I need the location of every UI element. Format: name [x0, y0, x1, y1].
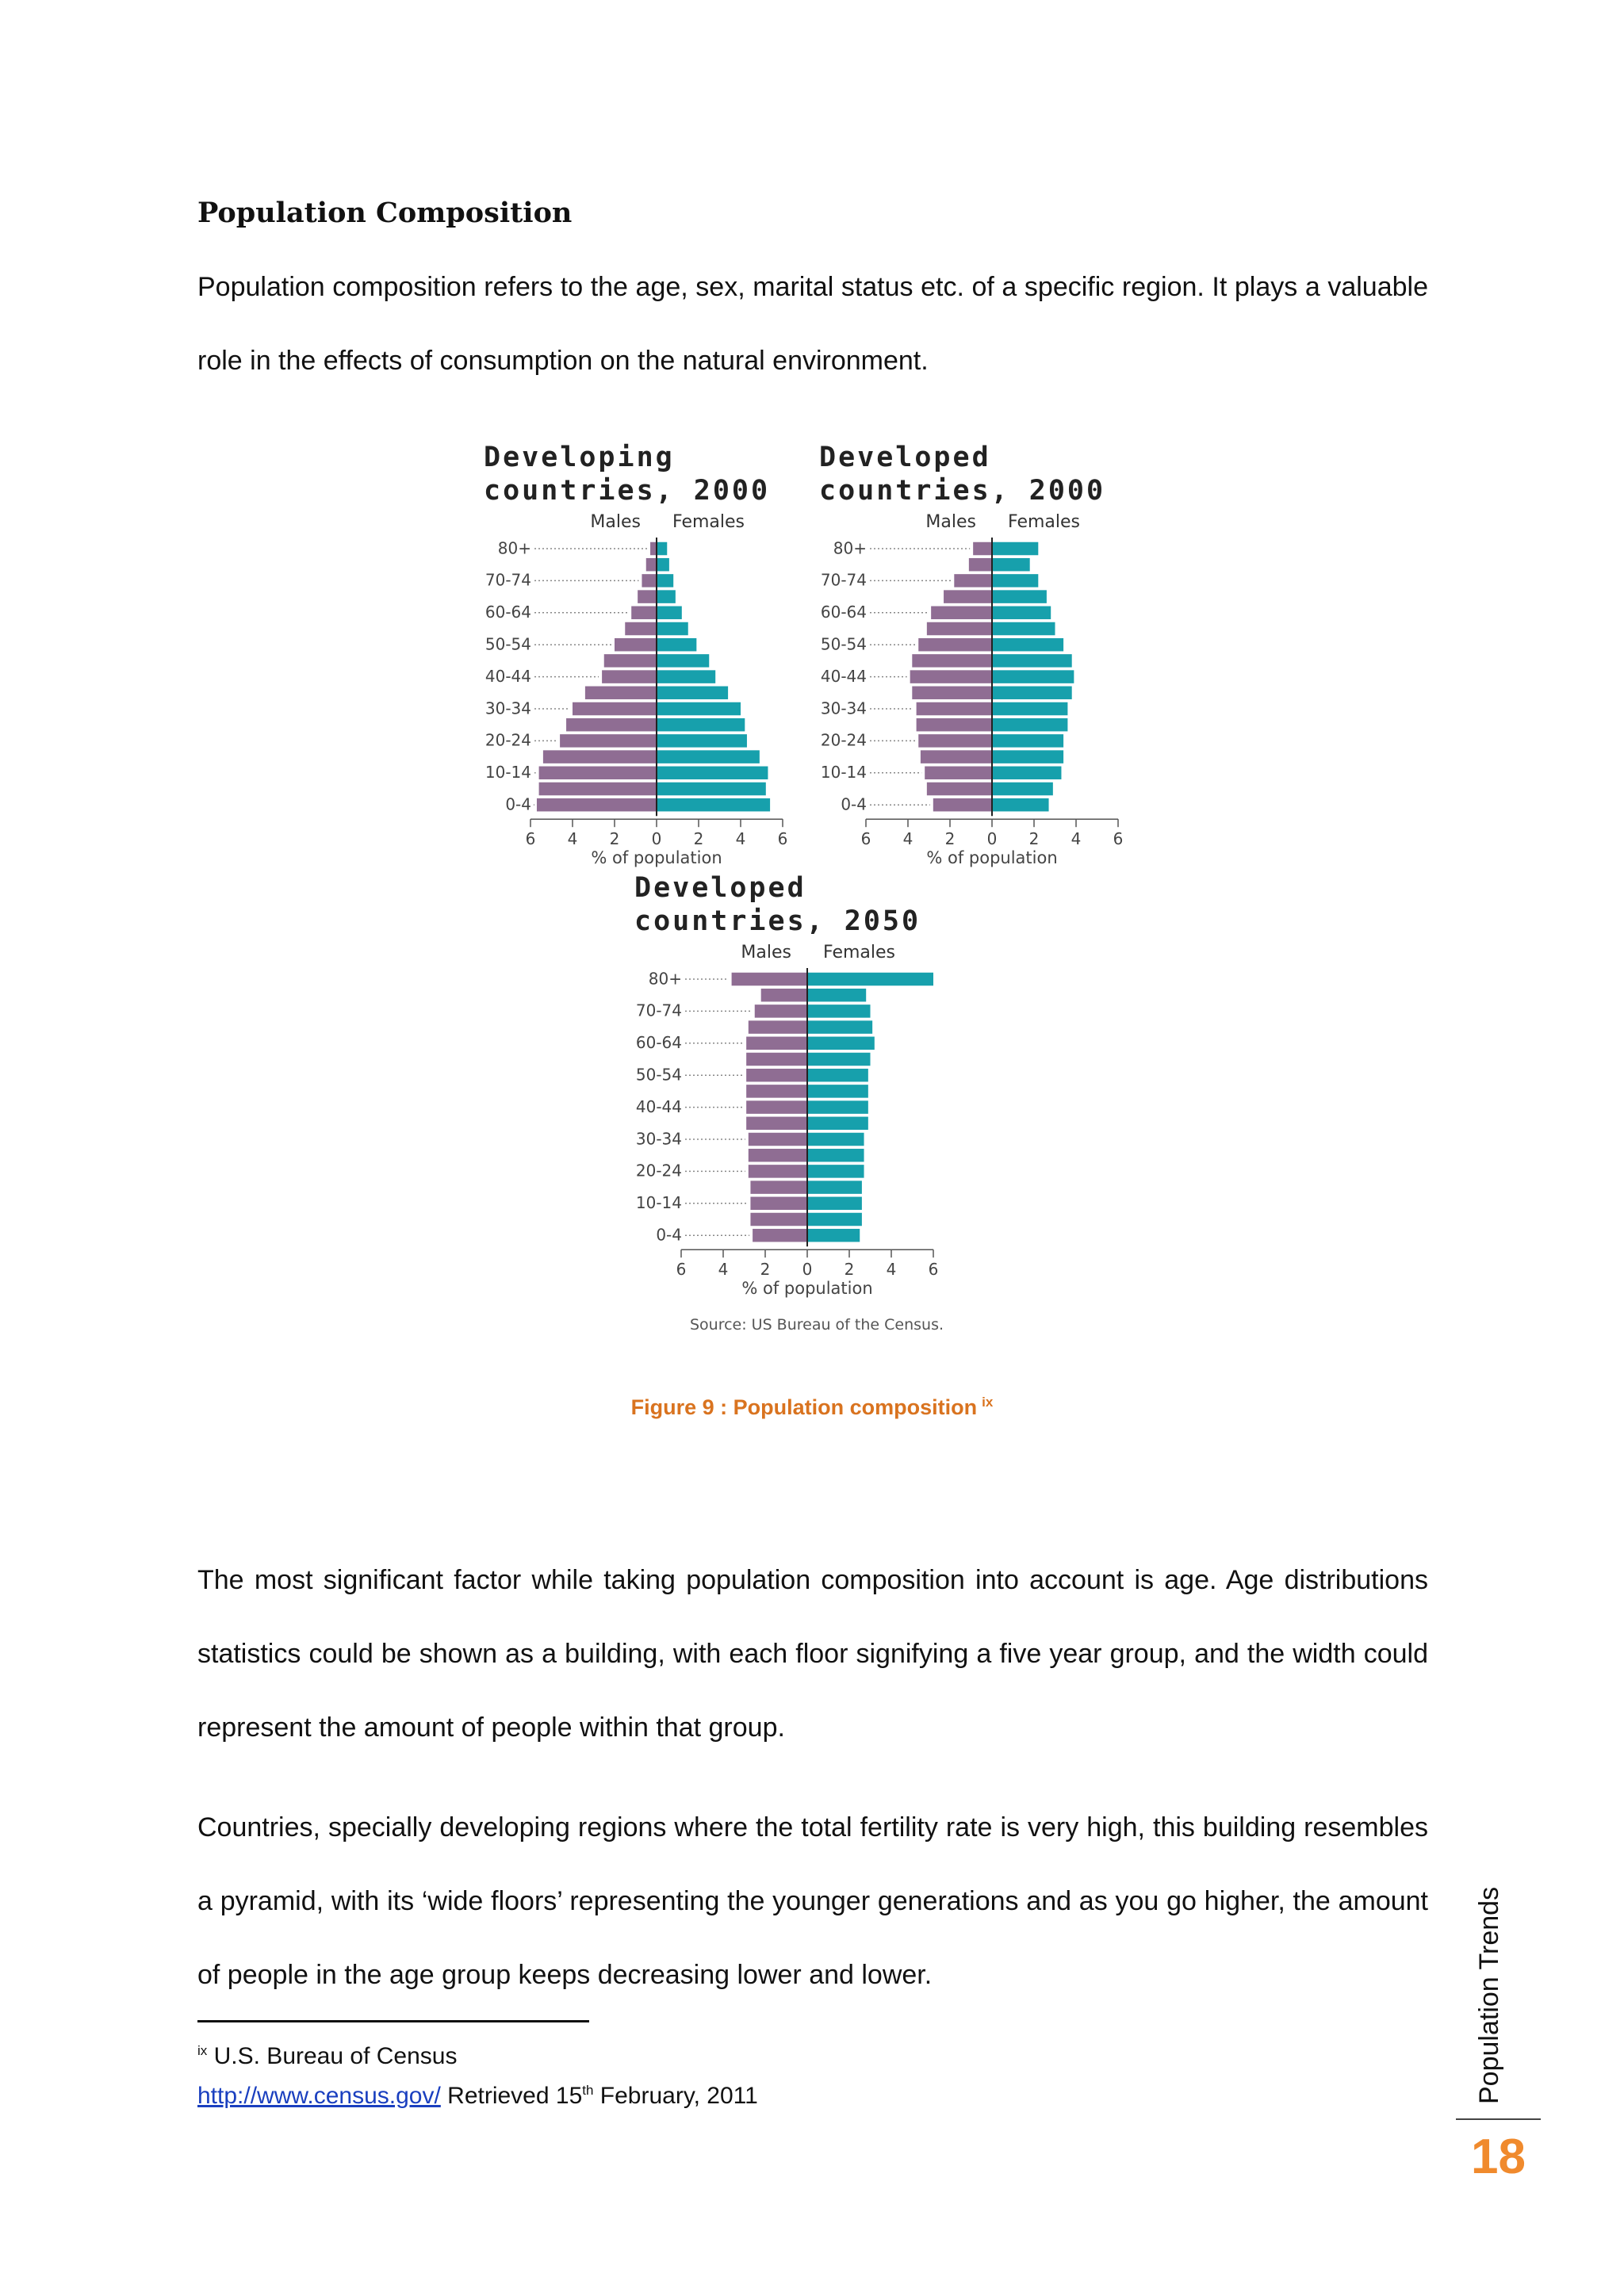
- bar-males: [910, 670, 992, 683]
- bar-males: [615, 638, 657, 652]
- bar-females: [807, 973, 933, 986]
- bar-males: [912, 687, 992, 700]
- bar-males: [749, 1165, 807, 1178]
- x-tick-label: 4: [735, 829, 746, 849]
- bar-males: [973, 542, 992, 556]
- bar-females: [657, 574, 673, 587]
- bar-females: [807, 1085, 868, 1098]
- age-label: 50-54: [635, 1065, 682, 1085]
- bar-males: [638, 590, 657, 603]
- bar-males: [539, 767, 657, 780]
- bar-males: [933, 798, 992, 812]
- age-label: 80+: [497, 538, 531, 558]
- bar-females: [992, 670, 1074, 683]
- x-tick-label: 6: [525, 829, 536, 849]
- footnote: [197, 2034, 758, 2113]
- bar-females: [657, 638, 696, 652]
- bar-females: [807, 1117, 868, 1131]
- chart-1: [484, 442, 787, 867]
- age-label: 40-44: [635, 1096, 682, 1116]
- bar-males: [954, 574, 992, 587]
- legend-females: Females: [1008, 512, 1081, 532]
- bar-males: [625, 622, 657, 636]
- bar-females: [807, 1197, 862, 1211]
- bar-females: [657, 718, 745, 732]
- bar-males: [746, 1085, 807, 1098]
- bar-females: [992, 607, 1051, 620]
- bar-males: [912, 654, 992, 668]
- bar-females: [657, 542, 667, 556]
- bar-males: [539, 783, 657, 796]
- bar-females: [657, 734, 747, 748]
- bar-males: [585, 687, 657, 700]
- x-tick-label: 2: [844, 1260, 855, 1280]
- age-label: 50-54: [485, 634, 531, 654]
- figure-source: Source: US Bureau of the Census.: [689, 1316, 944, 1334]
- age-label: 70-74: [485, 570, 531, 590]
- bar-females: [807, 989, 866, 1002]
- x-tick-label: 6: [1113, 829, 1124, 849]
- bar-males: [646, 558, 657, 572]
- bar-males: [732, 973, 807, 986]
- bar-females: [992, 574, 1038, 587]
- bar-females: [657, 767, 768, 780]
- bar-females: [657, 590, 676, 603]
- bar-males: [604, 654, 657, 668]
- bar-females: [807, 1133, 864, 1146]
- legend-males: Males: [590, 512, 641, 532]
- bar-females: [992, 542, 1038, 556]
- x-tick-label: 6: [928, 1260, 939, 1280]
- chart-title-line: Developing: [484, 442, 675, 473]
- census-link[interactable]: http://www.census.gov/: [197, 2083, 441, 2109]
- x-tick-label: 2: [944, 829, 956, 849]
- bar-females: [992, 750, 1063, 763]
- bar-males: [631, 607, 657, 620]
- x-tick-label: 6: [777, 829, 788, 849]
- footnote-text: U.S. Bureau of Census: [213, 2043, 458, 2069]
- x-tick-label: 2: [1028, 829, 1040, 849]
- age-label: 80+: [833, 538, 867, 558]
- bar-females: [807, 1053, 871, 1066]
- age-label: 10-14: [820, 763, 867, 783]
- bar-males: [969, 558, 992, 572]
- legend-females: Females: [823, 943, 896, 962]
- bar-females: [807, 1020, 872, 1034]
- chart-title-line: countries, 2000: [484, 475, 771, 507]
- legend-males: Males: [925, 512, 976, 532]
- figure-caption-text: Figure 9 : Population composition: [630, 1395, 978, 1419]
- chart-title-line: countries, 2050: [634, 905, 921, 937]
- bar-males: [749, 1020, 807, 1034]
- bar-females: [992, 767, 1061, 780]
- age-label: 40-44: [820, 666, 867, 686]
- bar-females: [992, 638, 1063, 652]
- bar-females: [992, 734, 1063, 748]
- bar-females: [657, 687, 728, 700]
- x-axis-label: % of population: [926, 848, 1058, 868]
- x-tick-label: 2: [609, 829, 620, 849]
- bar-females: [807, 1100, 868, 1114]
- age-label: 70-74: [820, 570, 867, 590]
- paragraph-intro: Population composition refers to the age, sex, marital status etc. of a specific region. It plays a valuable role in the effects of consumption on the natural environment.: [197, 272, 1428, 376]
- bar-males: [944, 590, 992, 603]
- age-label: 10-14: [635, 1193, 682, 1213]
- bar-males: [746, 1117, 807, 1131]
- bar-females: [807, 1213, 862, 1226]
- bar-females: [657, 622, 688, 636]
- age-label: 0-4: [841, 794, 867, 814]
- section-heading: Population Composition: [197, 197, 573, 229]
- paragraph-age: The most significant factor while taking population composition into account is age. Age distributions statistics could be shown as a building, with each floor signifying a five year group, and the width could represent the amount of people within that group.: [197, 1565, 1428, 1743]
- side-section-title: Population Trends: [1474, 1886, 1504, 2104]
- bar-females: [657, 654, 709, 668]
- bar-males: [746, 1053, 807, 1066]
- bar-males: [602, 670, 657, 683]
- x-axis-label: % of population: [741, 1279, 873, 1299]
- bar-males: [918, 734, 992, 748]
- footnote-retrieved-suffix: th: [582, 2083, 594, 2098]
- x-tick-label: 4: [718, 1260, 729, 1280]
- bar-females: [657, 798, 770, 812]
- bar-females: [657, 607, 682, 620]
- age-label: 0-4: [656, 1225, 682, 1245]
- paragraph-pyramid: Countries, specially developing regions where the total fertility rate is very high, this building resembles a pyramid, with its ‘wide floors’ representing the younger generations and as you go higher, the amount of people in the age group keeps decreasing lower and lower.: [197, 1812, 1428, 1990]
- bar-females: [807, 1149, 864, 1162]
- bar-females: [657, 670, 715, 683]
- x-tick-label: 4: [886, 1260, 897, 1280]
- chart-2: [819, 442, 1123, 867]
- x-tick-label: 4: [1071, 829, 1082, 849]
- bar-males: [925, 767, 992, 780]
- figure-caption: [0, 1395, 1624, 1420]
- footnote-marker: ix: [197, 2043, 208, 2058]
- age-label: 70-74: [635, 1001, 682, 1020]
- bar-males: [749, 1133, 807, 1146]
- bar-females: [992, 702, 1067, 716]
- bar-males: [642, 574, 657, 587]
- bar-females: [992, 718, 1067, 732]
- age-label: 20-24: [485, 730, 531, 750]
- bar-females: [992, 558, 1030, 572]
- bar-males: [755, 1004, 807, 1018]
- age-label: 20-24: [820, 730, 867, 750]
- chart-title-line: countries, 2000: [819, 475, 1106, 507]
- bar-males: [537, 798, 657, 812]
- age-label: 20-24: [635, 1161, 682, 1181]
- x-tick-label: 0: [986, 829, 998, 849]
- bar-males: [573, 702, 657, 716]
- bar-males: [918, 638, 992, 652]
- bar-females: [657, 702, 741, 716]
- footnote-retrieved-date: February, 2011: [599, 2083, 758, 2109]
- bar-females: [657, 558, 669, 572]
- age-label: 10-14: [485, 763, 531, 783]
- bar-females: [807, 1181, 862, 1194]
- bar-females: [992, 654, 1072, 668]
- bar-females: [657, 750, 760, 763]
- x-tick-label: 4: [902, 829, 914, 849]
- legend-males: Males: [741, 943, 791, 962]
- bar-males: [746, 1037, 807, 1050]
- x-tick-label: 2: [760, 1260, 771, 1280]
- footnote-retrieved: Retrieved 15: [447, 2083, 583, 2109]
- population-pyramids-figure: [460, 412, 1174, 1364]
- bar-females: [807, 1069, 868, 1082]
- bar-males: [560, 734, 657, 748]
- age-label: 30-34: [820, 698, 867, 718]
- bar-males: [750, 1197, 807, 1211]
- age-label: 60-64: [635, 1033, 682, 1053]
- bar-males: [566, 718, 657, 732]
- footnote-divider: [197, 2020, 589, 2022]
- bar-females: [992, 622, 1055, 636]
- bar-females: [992, 590, 1047, 603]
- chart-title-line: Developed: [634, 872, 806, 904]
- x-tick-label: 0: [651, 829, 662, 849]
- bar-males: [750, 1213, 807, 1226]
- page-number: 18: [1471, 2130, 1526, 2184]
- bar-males: [927, 783, 992, 796]
- bar-females: [992, 783, 1053, 796]
- x-tick-label: 0: [802, 1260, 813, 1280]
- bar-females: [807, 1004, 871, 1018]
- bar-females: [807, 1229, 860, 1242]
- bar-males: [650, 542, 657, 556]
- bar-females: [807, 1165, 864, 1178]
- age-label: 40-44: [485, 666, 531, 686]
- bar-males: [749, 1149, 807, 1162]
- chart-3: [634, 872, 938, 1298]
- figure-caption-ref: ix: [982, 1395, 994, 1410]
- age-label: 80+: [648, 969, 682, 989]
- bar-males: [753, 1229, 807, 1242]
- x-axis-label: % of population: [591, 848, 722, 868]
- bar-males: [917, 718, 992, 732]
- age-label: 0-4: [505, 794, 531, 814]
- legend-females: Females: [672, 512, 745, 532]
- bar-males: [927, 622, 992, 636]
- bar-males: [931, 607, 992, 620]
- age-label: 30-34: [635, 1129, 682, 1149]
- bar-females: [992, 798, 1049, 812]
- bar-females: [807, 1037, 875, 1050]
- x-tick-label: 6: [860, 829, 871, 849]
- bar-males: [543, 750, 657, 763]
- age-label: 30-34: [485, 698, 531, 718]
- x-tick-label: 4: [567, 829, 578, 849]
- bar-males: [921, 750, 992, 763]
- bar-males: [746, 1100, 807, 1114]
- x-tick-label: 6: [676, 1260, 687, 1280]
- bar-males: [761, 989, 807, 1002]
- bar-females: [657, 783, 766, 796]
- age-label: 50-54: [820, 634, 867, 654]
- bar-males: [917, 702, 992, 716]
- bar-males: [746, 1069, 807, 1082]
- chart-title-line: Developed: [819, 442, 991, 473]
- side-divider: [1456, 2118, 1541, 2120]
- x-tick-label: 2: [693, 829, 704, 849]
- age-label: 60-64: [485, 603, 531, 622]
- age-label: 60-64: [820, 603, 867, 622]
- bar-females: [992, 687, 1072, 700]
- bar-males: [750, 1181, 807, 1194]
